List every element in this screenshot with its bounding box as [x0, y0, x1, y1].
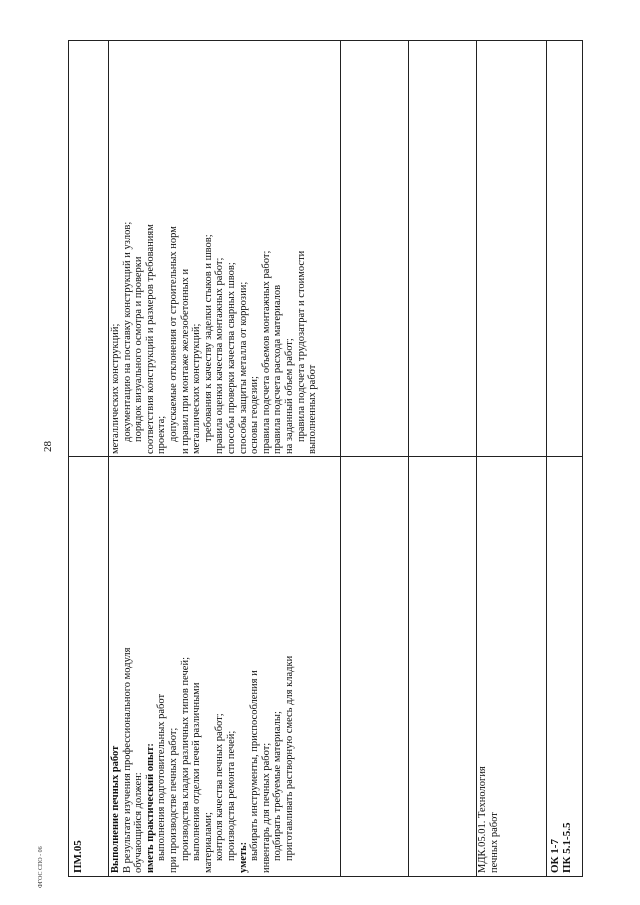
col-divider-content: [340, 40, 341, 877]
footer-label: ФГОС СПО - 06: [38, 846, 44, 888]
pm05-line: приготавливать растворную смесь для кладки: [283, 655, 295, 861]
continuation-line: требования к качеству заделки стыков и швов;: [202, 234, 214, 442]
pm05-line: В результате изучения профессионального модуля: [121, 647, 133, 873]
continuation-line: проекта;: [156, 415, 168, 454]
pm05-code: ПМ.05: [72, 840, 84, 873]
pm05-discipline: МДК.05.01. Технология печных работ: [477, 766, 500, 873]
continuation-line: допускаемые отклонения от строительных норм: [167, 226, 179, 442]
row-divider: [68, 456, 583, 457]
continuation-line: основы геодезии;: [249, 376, 261, 454]
pm05-line: выполнения подготовительных работ: [156, 693, 168, 861]
continuation-line: правила подсчета трудозатрат и стоимости: [295, 250, 307, 442]
col-divider-code: [108, 40, 109, 877]
continuation-line: металлических конструкций;: [110, 323, 121, 454]
pm05-competencies: [549, 753, 581, 873]
pm05-line: при производстве печных работ;: [167, 727, 179, 873]
continuation-line: документацию на поставку конструкций и узлов;: [121, 221, 133, 442]
continuation-line: правила оценки качества монтажных работ;: [214, 257, 226, 454]
pm05-line: производства ремонта печей;: [225, 730, 237, 861]
continuation-line: выполненных работ: [307, 364, 319, 454]
continuation-line: на заданный объем работ;: [283, 338, 295, 454]
competency-code: ПК 5.1-5.5: [561, 822, 573, 873]
col-divider-3: [408, 40, 409, 877]
pm05-line: выполнения отделки печей различными: [191, 682, 203, 861]
continuation-line: соответствия конструкций и размеров требованиям: [144, 224, 156, 454]
col-divider-5: [546, 40, 547, 877]
continuation-line: правила подсчета объемов монтажных работ;: [260, 250, 272, 454]
competency-code: ОК 1-7: [549, 839, 561, 873]
page-number: 28: [42, 441, 54, 452]
pm05-content-cell: [110, 461, 339, 873]
pm05-line: Выполнение печных работ: [110, 745, 121, 873]
pm05-line: контроля качества печных работ;: [214, 713, 226, 861]
table-border-bottom: [582, 40, 583, 877]
pm05-line: обучающийся должен:: [133, 772, 145, 873]
pm05-line: производства кладки различных типов печей;: [179, 656, 191, 861]
pm05-line: выбирать инструменты, приспособления и: [249, 670, 261, 861]
pm05-line: инвентарь для печных работ;: [260, 742, 272, 873]
continuation-line: способы проверки качества сварных швов;: [225, 262, 237, 454]
continuation-line: порядок визуального осмотра и проверки: [133, 256, 145, 442]
continuation-line: и правил при монтаже железобетонных и: [179, 268, 191, 454]
continuation-content-cell: [110, 44, 339, 454]
table-border-top: [68, 40, 69, 877]
table-border-right: [68, 40, 583, 41]
continuation-line: способы защиты металла от коррозии;: [237, 281, 249, 454]
pm05-line: материалами;: [202, 812, 214, 873]
pm05-line: иметь практический опыт:: [144, 743, 156, 873]
pm05-line: уметь:: [237, 841, 249, 873]
table-border-left: [68, 876, 583, 877]
continuation-line: правила подсчета расхода материалов: [272, 284, 284, 454]
pm05-line: подбирать требуемые материалы;: [272, 711, 284, 861]
continuation-line: металлических конструкций;: [191, 323, 203, 454]
curriculum-table: [68, 40, 583, 877]
